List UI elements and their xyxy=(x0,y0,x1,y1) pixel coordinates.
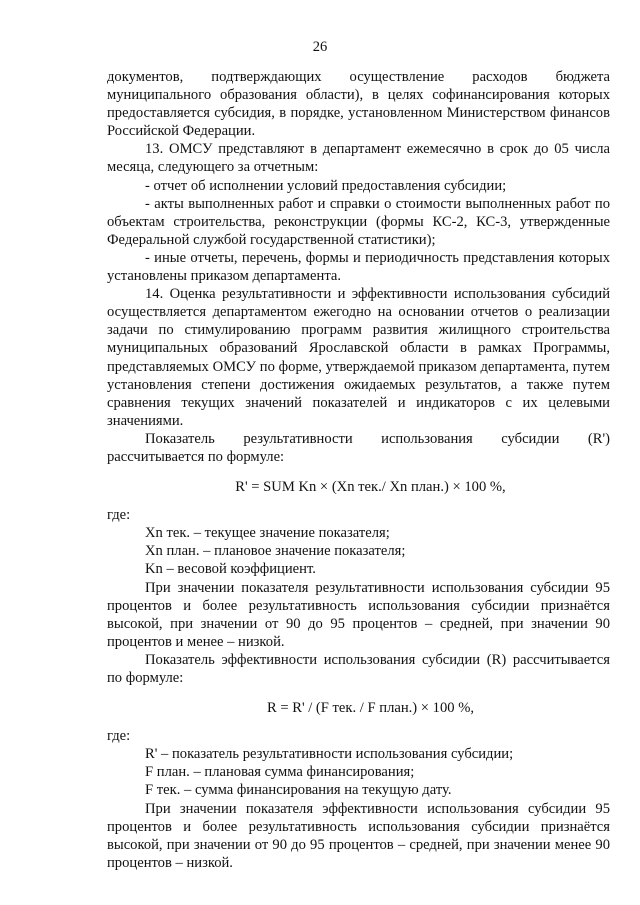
paragraph-resultativity-levels: При значении показателя результативности использования субсидии 95 процентов и более результативность использования субсидии признаётся высокой, при значении от 90 до 95 процентов – средней, при значении 90 процентов и менее – низкой. xyxy=(107,579,610,650)
definition-kn: Kn – весовой коэффициент. xyxy=(145,561,316,578)
list-item-report: - отчет об исполнении условий предоставления субсидии; xyxy=(145,177,507,194)
definition-xn-current: Xn тек. – текущее значение показателя; xyxy=(145,525,390,542)
paragraph-efficiency-intro: Показатель эффективности использования субсидии (R) рассчитывается по формуле: xyxy=(107,651,610,686)
paragraph-continuation: документов, подтверждающих осуществление расходов бюджета муниципального образования области), в целях софинансирования которых предоставляется субсидия, в порядке, установленном Министерством финансов Российской Федерации. xyxy=(107,69,610,140)
definition-r-prime: R' – показатель результативности использования субсидии; xyxy=(145,746,514,763)
paragraph-item-13: 13. ОМСУ представляют в департамент ежемесячно в срок до 05 числа месяца, следующего за отчетным: xyxy=(107,141,610,176)
formula-resultativity: R' = SUM Kn × (Xn тек./ Xn план.) × 100 %, xyxy=(235,479,506,496)
definition-xn-plan: Xn план. – плановое значение показателя; xyxy=(145,543,406,560)
paragraph-item-14: 14. Оценка результативности и эффективности использования субсидий осуществляется департаментом ежегодно на основании отчетов о реализации задачи по стимулированию программ развития жилищного строительства муниципальных образований Ярославской области в рамках Программы, представляемых ОМСУ по форме, утверждаемой приказом департамента, путем установления степени достижения ожидаемых результатов, а также путем сравнения текущих значений показателей и индикаторов с их целевыми значениями. xyxy=(107,286,610,429)
definition-f-plan: F план. – плановая сумма финансирования; xyxy=(145,764,415,781)
list-item-other-reports: - иные отчеты, перечень, формы и периодичность представления которых установлены приказом департамента. xyxy=(107,249,610,285)
paragraph-efficiency-levels: При значении показателя эффективности использования субсидии 95 процентов и более результативность использования субсидии признаётся высокой, при значении от 90 до 95 процентов – средней, при значении менее 90 процентов – низкой. xyxy=(107,800,610,871)
where-label: где: xyxy=(107,507,131,524)
formula-efficiency: R = R' / (F тек. / F план.) × 100 %, xyxy=(266,700,475,717)
list-item-acts: - акты выполненных работ и справки о стоимости выполненных работ по объектам строительства, реконструкции (формы КС-2, КС-3, утвержденные Федеральной службой государственной статистики); xyxy=(107,195,610,248)
where-label: где: xyxy=(107,728,131,745)
definition-f-current: F тек. – сумма финансирования на текущую дату. xyxy=(145,782,452,799)
document-body xyxy=(107,68,610,872)
page-number: 26 xyxy=(312,39,328,55)
paragraph-resultativity-intro: Показатель результативности использования субсидии (R') рассчитывается по формуле: xyxy=(107,430,610,465)
